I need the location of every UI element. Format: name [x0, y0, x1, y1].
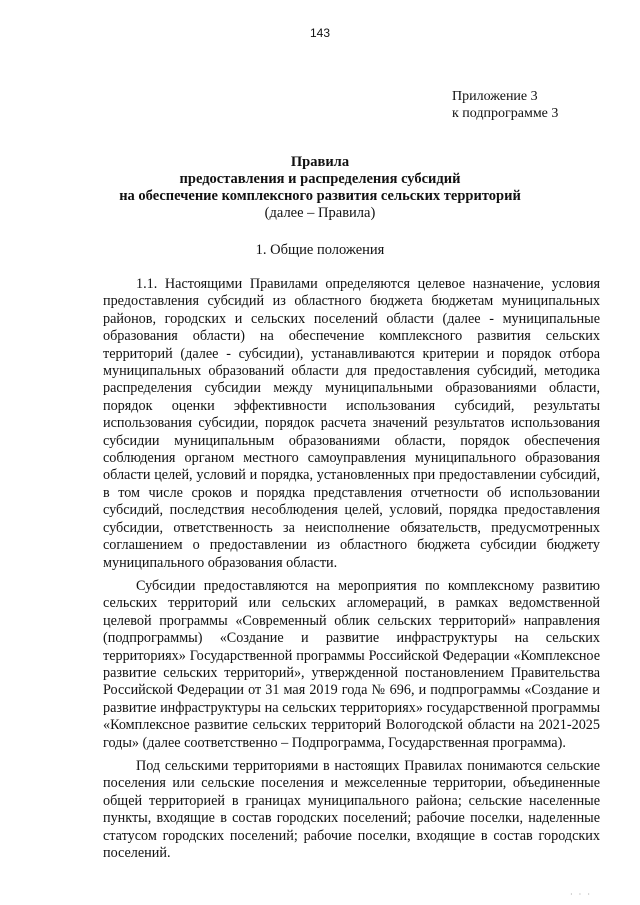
body-text	[103, 276, 600, 868]
section-heading: 1. Общие положения	[255, 242, 385, 258]
scan-specks: · · ·	[570, 890, 592, 899]
appendix-line-1: Приложение 3	[452, 89, 538, 104]
appendix-line-2: к подпрограмме 3	[452, 106, 559, 121]
title-line-1: Правила	[290, 154, 350, 170]
title-line-4: (далее – Правила)	[264, 205, 376, 221]
page-number: 143	[309, 26, 331, 40]
paragraph-1: 1.1. Настоящими Правилами определяются целевое назначение, условия предоставления субсидий из областного бюджета бюджетам муниципальных районов, городских и сельских поселений области (далее - муниципальные образования области) на обеспечение комплексного развития сельских территорий (далее - субсидии), устанавливаются критерии и порядок отбора муниципальных образований области для предоставления субсидий, методика распределения субсидии между муниципальными образованиями области, порядок оценки эффективности использования субсидий, результаты использования субсидии, порядок расчета значений результатов использования субсидии муниципальным образованиями области, порядок обеспечения соблюдения органом местного самоуправления муниципального образования области целей, условий и порядка, установленных при предоставлении субсидий, в том числе сроков и порядка представления отчетности об использовании субсидий, последствия несоблюдения целей, условий, порядка предоставления субсидии, ответственность за неисполнение обязательств, предусмотренных соглашением о предоставлении из областного бюджета субсидии бюджету муниципального образования области.	[103, 276, 600, 571]
document-title	[0, 154, 640, 222]
paragraph-3: Под сельскими территориями в настоящих Правилах понимаются сельские поселения или сельские поселения и межселенные территории, объединенные общей территорией в границах муниципального района; сельские населенные пункты, входящие в состав городских поселений; рабочие поселки, наделенные статусом городских поселений; рабочие поселки, входящие в состав городских поселений.	[103, 757, 600, 861]
title-line-2: предоставления и распределения субсидий	[179, 171, 461, 187]
appendix-note	[452, 88, 558, 122]
paragraph-2: Субсидии предоставляются на мероприятия по комплексному развитию сельских территорий или сельских агломераций, в рамках ведомственной целевой программы «Современный облик сельских территорий» направления (подпрограммы) «Создание и развитие инфраструктуры на сельских территориях» Государственной программы Российской Федерации «Комплексное развитие сельских территорий», утвержденной постановлением Правительства Российской Федерации от 31 мая 2019 года № 696, и подпрограммы «Создание и развитие инфраструктуры на сельских территориях» государственной программы «Комплексное развитие сельских территорий Вологодской области на 2021-2025 годы» (далее соответственно – Подпрограмма, Государственная программа).	[103, 577, 600, 751]
title-line-3: на обеспечение комплексного развития сельских территорий	[119, 188, 521, 204]
